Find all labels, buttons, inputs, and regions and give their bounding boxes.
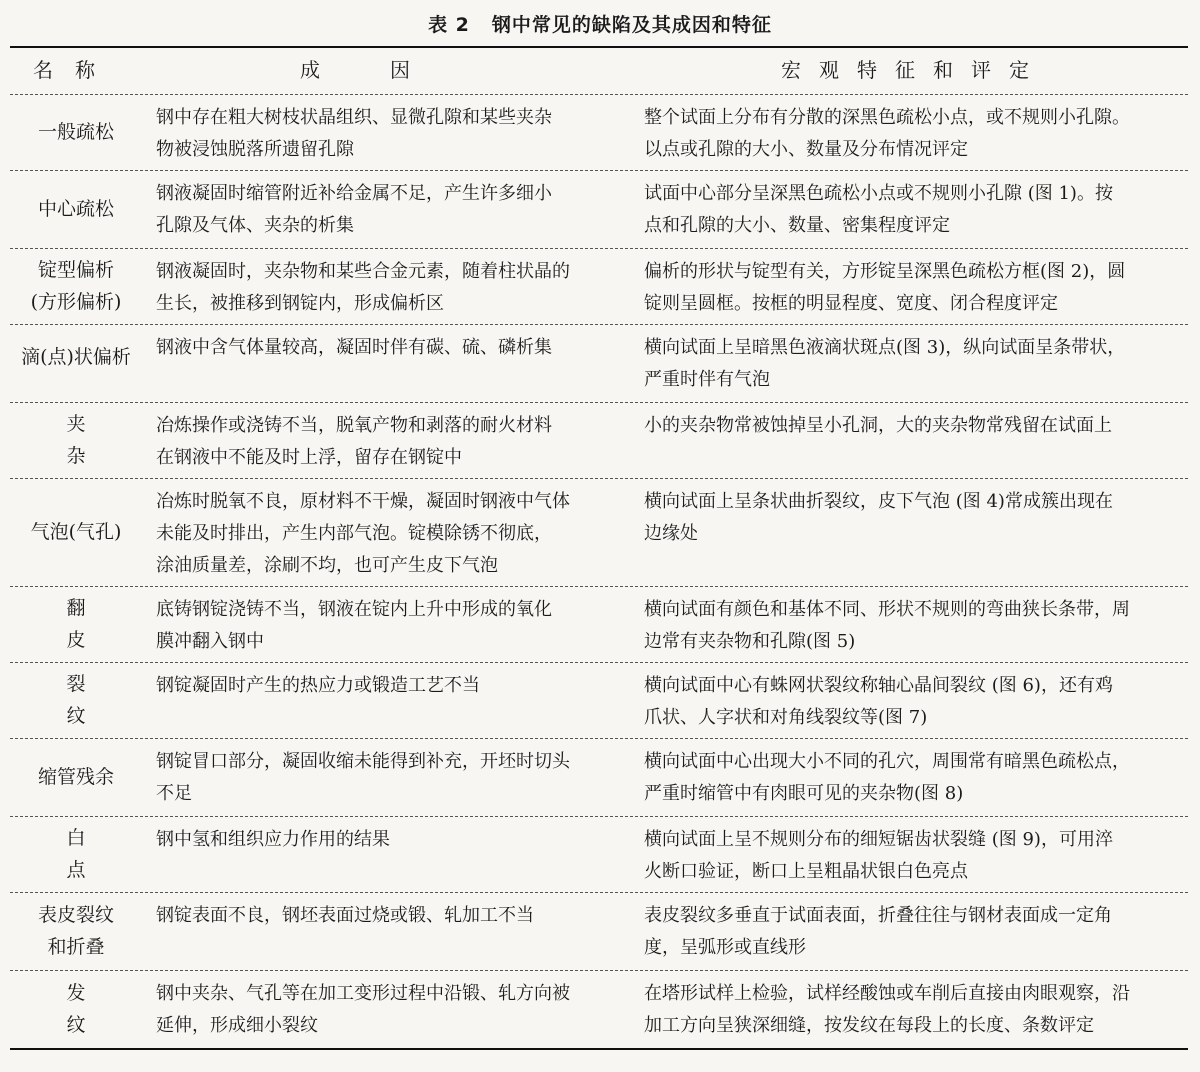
table-row	[0, 326, 1200, 400]
bottom-rule	[10, 1048, 1188, 1050]
row-divider	[10, 816, 1188, 817]
defect-name: 翻皮	[66, 597, 126, 651]
defect-feature: 横向试面中心出现大小不同的孔穴，周围常有暗黑色疏松点， 严重时缩管中有肉眼可见的夹杂物(图 8)	[644, 751, 1130, 804]
row-divider	[10, 738, 1188, 739]
table-row	[0, 818, 1200, 890]
row-divider	[10, 892, 1188, 893]
defect-cause: 钢锭冒口部分，凝固收缩未能得到补充，开坯时切头 不足	[156, 751, 570, 804]
table-row	[0, 480, 1200, 584]
row-divider	[10, 248, 1188, 249]
defect-feature: 整个试面上分布有分散的深黑色疏松小点，或不规则小孔隙。 以点或孔隙的大小、数量及分布情况评定	[644, 107, 1130, 160]
row-divider	[10, 170, 1188, 171]
defect-feature: 横向试面上呈暗黑色液滴状斑点(图 3)，纵向试面呈条带状， 严重时伴有气泡	[644, 337, 1126, 390]
defect-feature: 横向试面有颜色和基体不同、形状不规则的弯曲狭长条带，周 边常有夹杂物和孔隙(图 5)	[644, 599, 1130, 652]
defect-cause: 钢中氢和组织应力作用的结果	[156, 829, 390, 850]
row-divider	[10, 478, 1188, 479]
header-name: 名称	[33, 58, 117, 82]
row-divider	[10, 324, 1188, 325]
defect-cause: 钢液中含气体量较高，凝固时伴有碳、硫、磷析集	[156, 337, 552, 358]
table-row	[0, 96, 1200, 168]
header-feature: 宏观特征和评定	[781, 58, 1047, 82]
table-row	[0, 894, 1200, 968]
row-divider	[10, 94, 1188, 95]
defect-cause: 底铸钢锭浇铸不当，钢液在锭内上升中形成的氧化 膜冲翻入钢中	[156, 599, 552, 652]
defect-cause: 钢液凝固时，夹杂物和某些合金元素，随着柱状晶的 生长，被推移到钢锭内，形成偏析区	[156, 261, 570, 314]
defect-name: 滴(点)状偏析	[21, 346, 131, 368]
defect-cause: 冶炼操作或浇铸不当，脱氧产物和剥落的耐火材料 在钢液中不能及时上浮，留存在钢锭中	[156, 415, 552, 468]
table-number: 表 2	[428, 14, 470, 36]
table-row	[0, 740, 1200, 814]
defect-cause: 钢锭表面不良，钢坯表面过烧或锻、轧加工不当	[156, 905, 534, 926]
table-row	[0, 972, 1200, 1046]
defect-feature: 横向试面中心有蛛网状裂纹称轴心晶间裂纹 (图 6)，还有鸡 爪状、人字状和对角线裂纹等(图 7)	[644, 675, 1113, 728]
defect-feature: 小的夹杂物常被蚀掉呈小孔洞，大的夹杂物常残留在试面上	[644, 415, 1112, 436]
defect-name: 一般疏松	[37, 121, 114, 143]
defect-cause: 钢中存在粗大树枝状晶组织、显微孔隙和某些夹杂 物被浸蚀脱落所遗留孔隙	[156, 107, 552, 160]
table-row	[0, 588, 1200, 660]
defect-name: 中心疏松	[37, 198, 114, 220]
table-row	[0, 250, 1200, 322]
row-divider	[10, 662, 1188, 663]
defect-cause: 冶炼时脱氧不良，原材料不干燥，凝固时钢液中气体 未能及时排出，产生内部气泡。锭模除锈不彻底， 涂油质量差，涂刷不均，也可产生皮下气泡	[156, 491, 570, 576]
row-divider	[10, 586, 1188, 587]
table-row	[0, 172, 1200, 246]
defect-name: 裂纹	[66, 673, 126, 727]
defect-feature: 试面中心部分呈深黑色疏松小点或不规则小孔隙 (图 1)。按 点和孔隙的大小、数量、密集程度评定	[644, 183, 1113, 236]
defect-name: 气泡(气孔)	[30, 521, 122, 543]
defect-feature: 偏析的形状与锭型有关，方形锭呈深黑色疏松方框(图 2)，圆 锭则呈圆框。按框的明显程度、宽度、闭合程度评定	[644, 261, 1126, 314]
defect-feature: 横向试面上呈条状曲折裂纹，皮下气泡 (图 4)常成簇出现在 边缘处	[644, 491, 1113, 544]
defect-name: 发纹	[66, 982, 126, 1036]
defect-name: 表皮裂纹 和折叠	[37, 904, 114, 958]
defect-feature: 在塔形试样上检验，试样经酸蚀或车削后直接由肉眼观察，沿 加工方向呈狭深细缝，按发纹在每段上的长度、条数评定	[644, 983, 1130, 1036]
defect-feature: 表皮裂纹多垂直于试面表面，折叠往往与钢材表面成一定角 度，呈弧形或直线形	[644, 905, 1112, 958]
table-title	[0, 10, 1200, 37]
defect-cause: 钢液凝固时缩管附近补给金属不足，产生许多细小 孔隙及气体、夹杂的析集	[156, 183, 552, 236]
defect-name: 夹杂	[66, 413, 126, 467]
top-rule	[10, 46, 1188, 48]
row-divider	[10, 402, 1188, 403]
header-cause: 成因	[300, 58, 480, 82]
defect-feature: 横向试面上呈不规则分布的细短锯齿状裂缝 (图 9)，可用淬 火断口验证，断口上呈粗晶状银白色亮点	[644, 829, 1113, 882]
table-row	[0, 664, 1200, 736]
defect-cause: 钢锭凝固时产生的热应力或锻造工艺不当	[156, 675, 480, 696]
row-divider	[10, 970, 1188, 971]
defect-name: 锭型偏析 (方形偏析)	[30, 259, 122, 313]
defect-name: 缩管残余	[37, 766, 114, 788]
defect-name: 白点	[66, 827, 126, 881]
defect-cause: 钢中夹杂、气孔等在加工变形过程中沿锻、轧方向被 延伸，形成细小裂纹	[156, 983, 570, 1036]
table-row	[0, 404, 1200, 476]
table-caption: 钢中常见的缺陷及其成因和特征	[491, 14, 772, 36]
